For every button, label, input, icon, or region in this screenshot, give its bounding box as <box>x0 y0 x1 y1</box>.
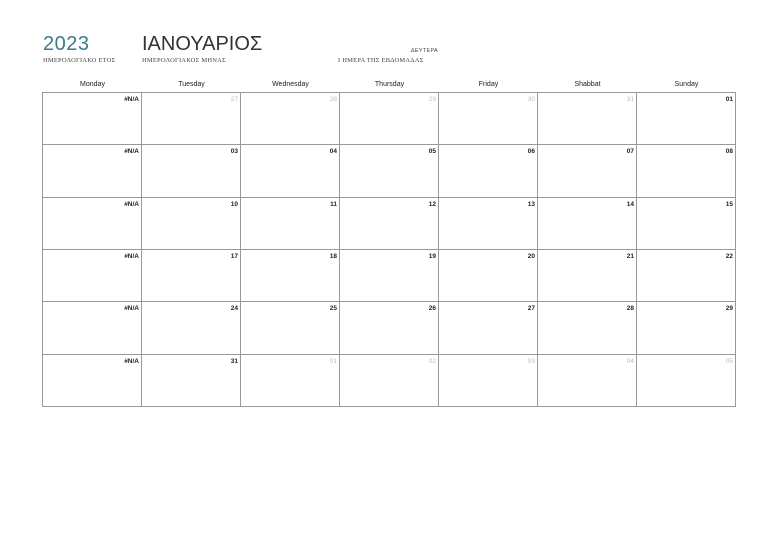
day-number: 12 <box>428 200 436 208</box>
day-number: 01 <box>329 357 337 365</box>
start-weekday[interactable]: ΔΕΥΤΕΡΑ <box>410 48 438 54</box>
day-number: #N/A <box>124 252 139 260</box>
day-number: 31 <box>230 357 238 365</box>
calendar-day-cell[interactable] <box>340 198 439 250</box>
year-caption: ΗΜΕΡΟΛΟΓΙΑΚΟ ΕΤΟΣ <box>43 57 116 64</box>
day-number: 06 <box>527 148 535 156</box>
calendar-day-cell[interactable] <box>538 355 637 407</box>
day-header-sunday: Sunday <box>674 81 699 88</box>
day-number: 21 <box>626 252 634 260</box>
day-number: #N/A <box>124 148 139 156</box>
calendar-day-cell[interactable] <box>538 93 637 145</box>
calendar-day-cell[interactable] <box>340 93 439 145</box>
day-number: 02 <box>428 357 436 365</box>
calendar-day-cell[interactable] <box>637 93 736 145</box>
day-number: 15 <box>725 200 733 208</box>
calendar-day-cell[interactable] <box>439 93 538 145</box>
day-number: 24 <box>230 305 238 313</box>
day-number: 17 <box>230 252 238 260</box>
day-number: 07 <box>626 148 634 156</box>
calendar-day-cell[interactable] <box>241 198 340 250</box>
weekday-caption: Ι ΗΜΕΡΑ ΤΗΣ ΕΒΔΟΜΑΔΑΣ <box>338 57 424 64</box>
day-number: 29 <box>725 305 733 313</box>
calendar-day-cell[interactable] <box>439 250 538 302</box>
day-number: 04 <box>329 148 337 156</box>
day-number: #N/A <box>124 96 139 103</box>
calendar-day-cell[interactable] <box>340 145 439 197</box>
calendar-day-cell[interactable] <box>241 302 340 354</box>
calendar-day-cell[interactable] <box>637 355 736 407</box>
calendar-day-cell[interactable] <box>637 145 736 197</box>
day-header-shabbat: Shabbat <box>574 81 601 88</box>
calendar-day-cell[interactable] <box>538 302 637 354</box>
calendar-day-cell[interactable] <box>43 198 142 250</box>
calendar-day-cell[interactable] <box>439 198 538 250</box>
calendar-day-cell[interactable] <box>142 355 241 407</box>
day-number: #N/A <box>124 357 139 365</box>
calendar-day-cell[interactable] <box>637 198 736 250</box>
calendar-day-cell[interactable] <box>439 302 538 354</box>
calendar-day-cell[interactable] <box>241 93 340 145</box>
day-number: 27 <box>230 96 238 103</box>
day-number: 18 <box>329 252 337 260</box>
calendar-day-cell[interactable] <box>43 250 142 302</box>
day-number: 14 <box>626 200 634 208</box>
day-number: #N/A <box>124 305 139 313</box>
calendar-day-cell[interactable] <box>538 250 637 302</box>
day-number: 26 <box>428 305 436 313</box>
calendar-day-cell[interactable] <box>43 355 142 407</box>
calendar-day-cell[interactable] <box>142 93 241 145</box>
calendar-day-cell[interactable] <box>43 93 142 145</box>
day-number: 28 <box>626 305 634 313</box>
calendar-day-cell[interactable] <box>538 145 637 197</box>
calendar-day-cell[interactable] <box>142 302 241 354</box>
month-caption: ΗΜΕΡΟΛΟΓΙΑΚΟΣ ΜΗΝΑΣ <box>142 57 226 64</box>
day-number: 13 <box>527 200 535 208</box>
day-number: 04 <box>626 357 634 365</box>
day-header-tuesday: Tuesday <box>178 81 205 88</box>
day-header-monday: Monday <box>80 81 105 88</box>
day-number: 29 <box>428 96 436 103</box>
calendar-day-cell[interactable] <box>142 250 241 302</box>
calendar-day-cell[interactable] <box>340 302 439 354</box>
calendar-grid <box>42 92 736 407</box>
calendar-year[interactable]: 2023 <box>43 33 90 55</box>
day-number: 08 <box>725 148 733 156</box>
calendar-day-cell[interactable] <box>340 250 439 302</box>
day-header-wednesday: Wednesday <box>272 81 309 88</box>
day-number: 31 <box>626 96 634 103</box>
day-number: 11 <box>330 200 337 208</box>
calendar-day-cell[interactable] <box>241 355 340 407</box>
day-number: 22 <box>725 252 733 260</box>
day-number: 19 <box>428 252 436 260</box>
day-number: 27 <box>527 305 535 313</box>
day-header-friday: Friday <box>478 81 499 88</box>
day-number: 28 <box>329 96 337 103</box>
day-number: 20 <box>527 252 535 260</box>
day-number: #N/A <box>124 200 139 208</box>
calendar-day-cell[interactable] <box>439 355 538 407</box>
calendar-day-cell[interactable] <box>43 145 142 197</box>
calendar-day-cell[interactable] <box>439 145 538 197</box>
day-number: 25 <box>329 305 337 313</box>
calendar-day-cell[interactable] <box>241 250 340 302</box>
calendar-day-cell[interactable] <box>340 355 439 407</box>
calendar-day-cell[interactable] <box>142 145 241 197</box>
day-headers <box>43 79 736 91</box>
day-number: 05 <box>725 357 733 365</box>
calendar-day-cell[interactable] <box>43 302 142 354</box>
day-number: 03 <box>527 357 535 365</box>
calendar-day-cell[interactable] <box>142 198 241 250</box>
day-header-thursday: Thursday <box>374 81 405 88</box>
calendar-month[interactable]: ΙΑΝΟΥΑΡΙΟΣ <box>142 33 263 55</box>
day-number: 30 <box>527 96 535 103</box>
day-number: 05 <box>428 148 436 156</box>
day-number: 01 <box>725 96 733 103</box>
calendar-day-cell[interactable] <box>538 198 637 250</box>
calendar-day-cell[interactable] <box>241 145 340 197</box>
day-number: 03 <box>230 148 238 156</box>
calendar-day-cell[interactable] <box>637 302 736 354</box>
calendar-day-cell[interactable] <box>637 250 736 302</box>
day-number: 10 <box>230 200 238 208</box>
